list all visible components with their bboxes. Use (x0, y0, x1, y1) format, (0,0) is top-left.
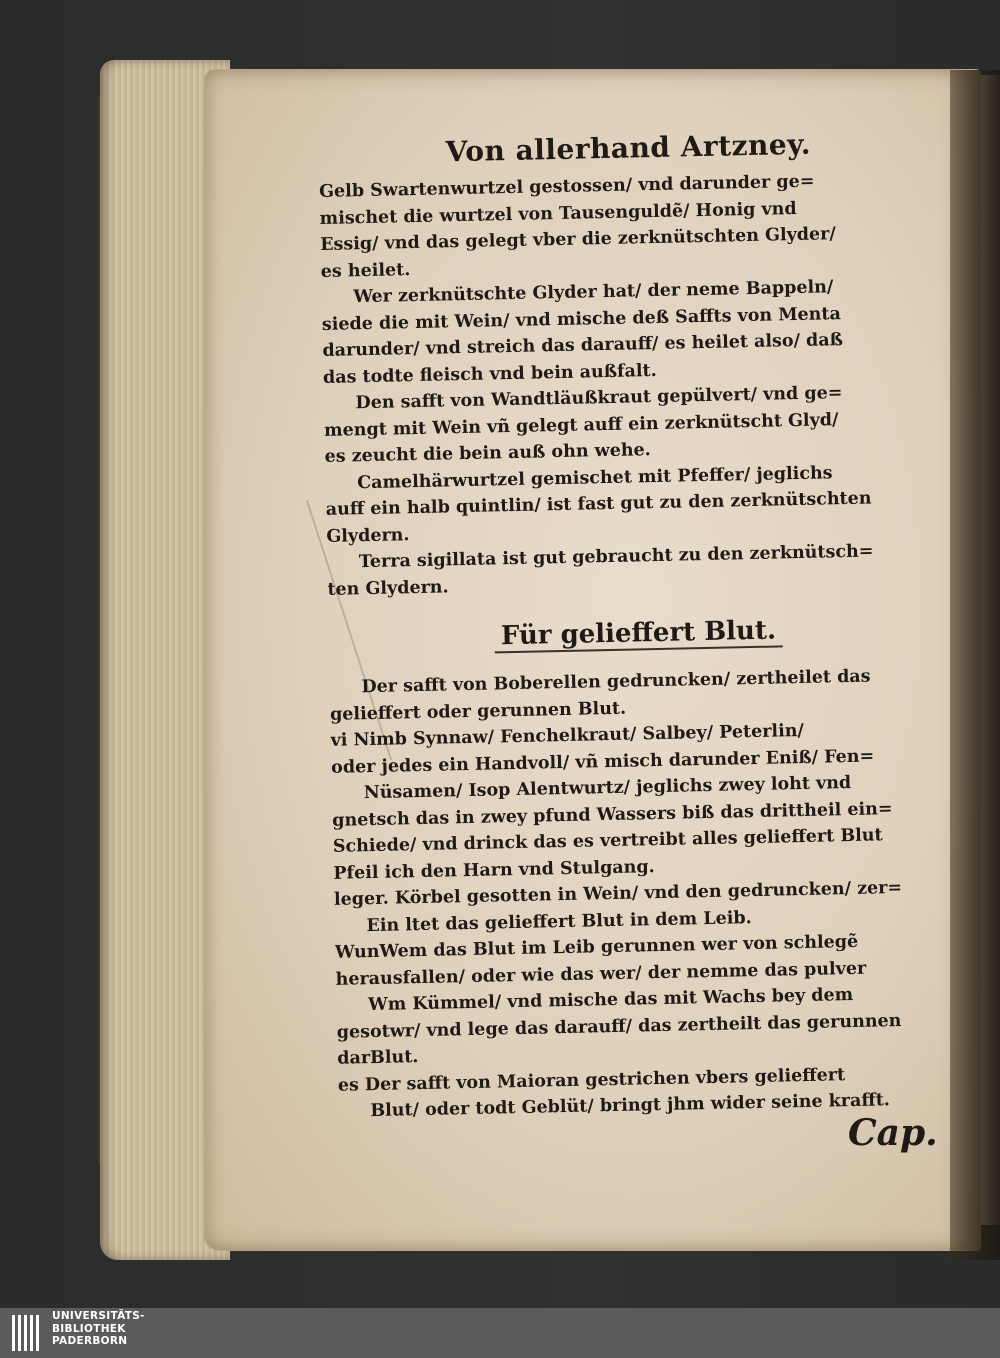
text-line: Wm Kümmel/ vnd mische das mit Wachs bey dem (367, 984, 854, 1016)
text-line: Schiede/ vnd drinck das es vertreibt alles gelieffert Blut (332, 825, 883, 857)
text-line: gesotwr/ vnd lege das darauff/ das zertheilt das gerunnen (336, 1010, 902, 1043)
text-line: Ein ltet das gelieffert Blut in dem Leib. (366, 907, 752, 936)
text-line: darBlut. (337, 1047, 419, 1069)
text-line: leger. Körbel gesotten in Wein/ vnd den gedruncken/ zer= (333, 877, 903, 910)
text-line: Wer zerknütschte Glyder hat/ der neme Bappeln/ (353, 277, 834, 308)
text-line: Nüsamen/ Isop Alentwurtz/ jeglichs zwey loht vnd (363, 772, 852, 804)
library-footer-bar (0, 1308, 1000, 1358)
text-line: Blut/ oder todt Geblüt/ bringt jhm wider seine krafft. (370, 1090, 891, 1122)
text-line: siede die mit Wein/ vnd mische deß Saffts von Menta (321, 303, 842, 335)
text-line: oder jedes ein Handvoll/ vñ misch darunder Eniß/ Fen= (330, 745, 875, 778)
text-line: Glydern. (326, 524, 410, 547)
text-line: WunWem das Blut im Leib gerunnen wer von schlegẽ (334, 931, 859, 963)
text-line: Pfeil ich den Harn vnd Stulgang. (333, 856, 655, 884)
library-name-line-3: PADERBORN (52, 1335, 128, 1347)
text-line: Den safft von Wandtläußkraut gepülvert/ vnd ge= (355, 383, 843, 414)
text-line: mengt mit Wein vñ gelegt auff ein zerknütscht Glyd/ (323, 409, 839, 441)
section-heading (328, 612, 948, 655)
library-name (52, 1310, 145, 1348)
text-line: es Der safft von Maioran gestrichen vbers gelieffert (337, 1064, 846, 1096)
text-line: ten Glydern. (327, 576, 449, 600)
text-line: auff ein halb quintlin/ ist fast gut zu den zerknütschten (325, 488, 872, 520)
section-heading-label: Für gelieffert Blut. (495, 615, 783, 653)
text-line: das todte fleisch vnd bein außfalt. (322, 360, 657, 388)
text-line: Camelhärwurtzel gemischet mit Pfeffer/ jeglichs (357, 462, 833, 493)
section-1-text (319, 166, 948, 603)
library-name-line-2: BIBLIOTHEK (52, 1322, 126, 1335)
catchword: Cap. (848, 1112, 938, 1154)
text-line: gnetsch das in zwey pfund Wassers biß das drittheil ein= (332, 798, 893, 831)
text-line: Essig/ vnd das gelegt vber die zerknütschten Glyder/ (320, 224, 836, 255)
text-line: herausfallen/ oder wie das wer/ der nemme das pulver (335, 958, 867, 990)
section-2-text (329, 662, 958, 1125)
text-line: es heilet. (320, 259, 411, 282)
text-line: Terra sigillata ist gut gebraucht zu den zerknütsch= (358, 541, 874, 573)
text-line: vi Nimb Synnaw/ Fenchelkraut/ Salbey/ Peterlin/ (330, 720, 805, 751)
text-line: darunder/ vnd streich das darauff/ es heilet also/ daß (322, 330, 844, 361)
library-logo-icon (10, 1311, 44, 1355)
text-line: gelieffert oder gerunnen Blut. (329, 698, 627, 725)
page-heading: Von allerhand Artzney. (445, 127, 812, 169)
text-line: Gelb Swartenwurtzel gestossen/ vnd darunder ge= (318, 171, 815, 202)
text-line: Der safft von Boberellen gedruncken/ zertheilet das (361, 666, 871, 698)
text-line: mischet die wurtzel von Tausenguldẽ/ Honig vnd (319, 198, 797, 229)
page-text (318, 125, 959, 1125)
text-line: es zeucht die bein auß ohn wehe. (324, 440, 652, 467)
library-name-line-1: UNIVERSITÄTS- (52, 1310, 145, 1322)
